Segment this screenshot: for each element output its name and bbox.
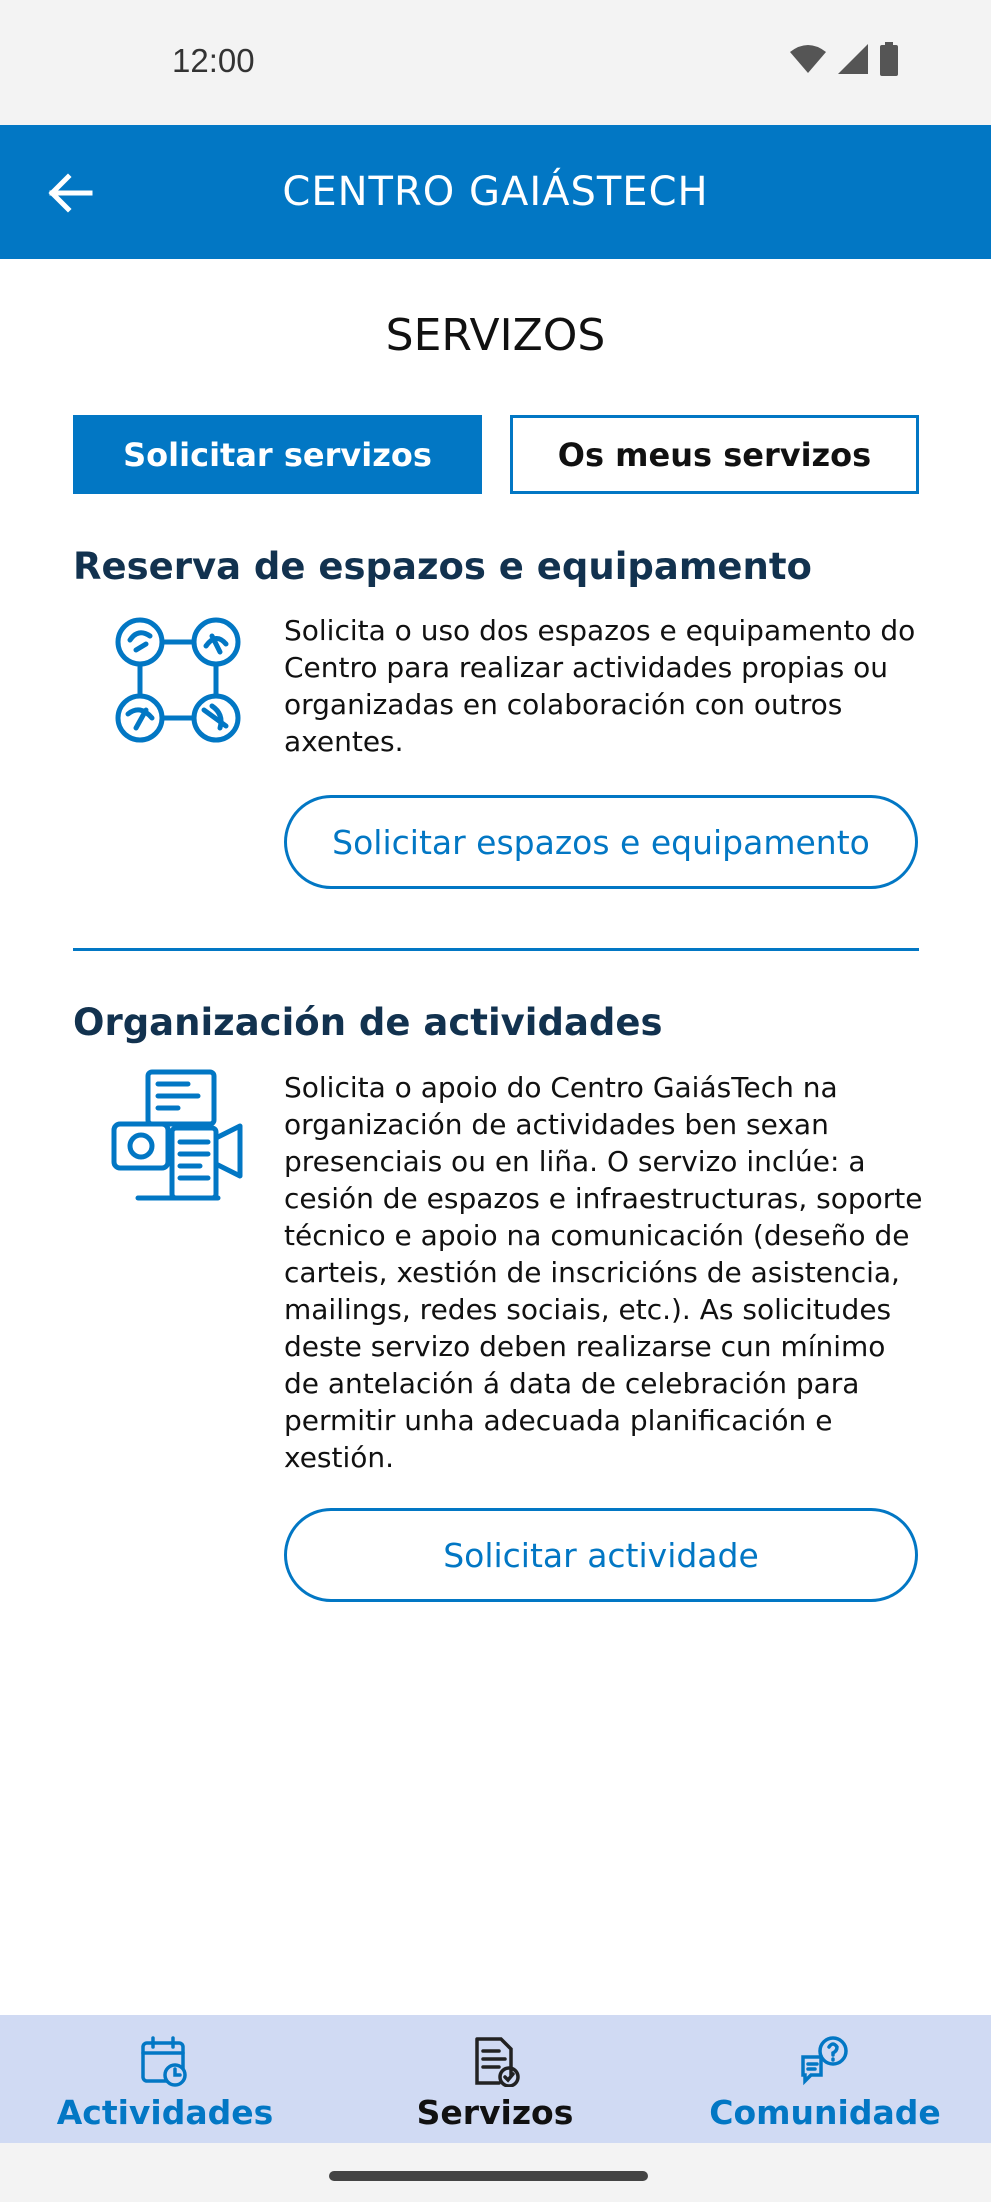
nav-label-servizos: Servizos: [416, 2093, 574, 2132]
section-description-organizacion: Solicita o apoio do Centro GaiásTech na organización de actividades ben sexan presenciais ou en liña. O servizo inclúe: a cesión de espazos e infraestructuras, soporte técnico e apoio na comunicación (deseño de carteis, xestión de inscricións de asistencia, mailings, redes sociais, etc.). As solicitudes deste servizo deben realizarse cun mínimo de antelación á data de celebración para permitir unha adecuada planificación e xestión.: [284, 1071, 923, 1474]
status-time: 12:00: [172, 42, 255, 79]
battery-icon: [879, 42, 899, 76]
nav-label-actividades: Actividades: [56, 2093, 274, 2132]
section-description-reserva: Solicita o uso dos espazos e equipamento do Centro para realizar actividades propias ou organizadas en colaboración con outros axentes.: [284, 614, 916, 758]
nav-label-comunidade: Comunidade: [709, 2093, 941, 2132]
nav-item-actividades[interactable]: [0, 2015, 330, 2143]
tab-os-meus-servizos[interactable]: Os meus servizos: [510, 415, 919, 494]
media-event-icon: [108, 1068, 248, 1208]
gesture-bar: [0, 2143, 991, 2202]
cell-signal-icon: [837, 43, 869, 75]
app-bar: [0, 125, 991, 259]
solicitar-espazos-button[interactable]: Solicitar espazos e equipamento: [284, 795, 918, 889]
chat-question-icon: [799, 2035, 851, 2087]
document-check-icon: [469, 2035, 521, 2087]
calendar-clock-icon: [139, 2035, 191, 2087]
collaboration-icon: [108, 610, 248, 750]
section-divider: [73, 948, 919, 951]
nav-item-comunidade[interactable]: [660, 2015, 990, 2143]
app-title: CENTRO GAIÁSTECH: [282, 169, 709, 215]
solicitar-actividade-button[interactable]: Solicitar actividade: [284, 1508, 918, 1602]
section-title-organizacion: Organización de actividades: [73, 1001, 663, 1044]
section-title-reserva: Reserva de espazos e equipamento: [73, 545, 812, 588]
status-icons: [789, 42, 899, 76]
tab-solicitar-servizos[interactable]: Solicitar servizos: [73, 415, 482, 494]
page-title: SERVIZOS: [385, 310, 606, 361]
bottom-navigation: [0, 2015, 991, 2143]
gesture-handle[interactable]: [329, 2171, 648, 2181]
nav-item-servizos[interactable]: [330, 2015, 660, 2143]
status-bar: [0, 0, 991, 125]
wifi-icon: [789, 44, 827, 74]
